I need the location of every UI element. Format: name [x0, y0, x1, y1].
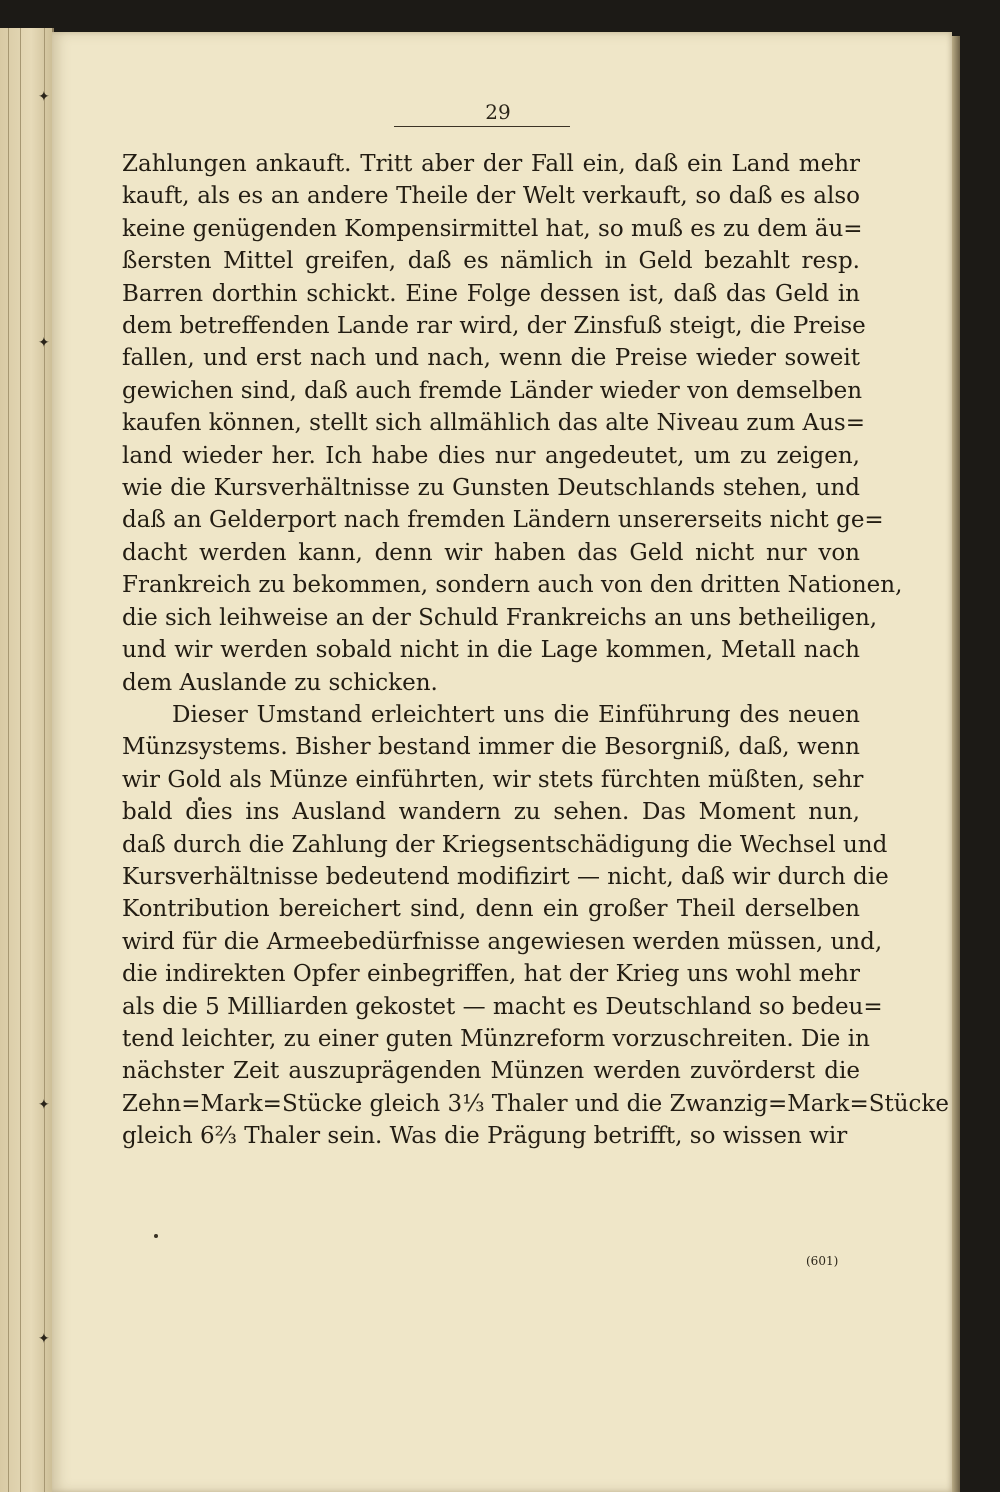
text-line: wir Gold als Münze einführten, wir stets fürchten müßten, sehr [122, 766, 864, 793]
text-line: daß durch die Zahlung der Kriegsentschädigung die Wechsel und [122, 831, 888, 858]
page-right-edge [952, 36, 960, 1492]
text-line: keine genügenden Kompensirmittel hat, so muß es zu dem äu= [122, 215, 863, 242]
text-line: die sich leihweise an der Schuld Frankreichs an uns betheiligen, [122, 604, 878, 631]
text-line: Münzsystems. Bisher bestand immer die Besorgniß, daß, wenn [122, 734, 860, 761]
stitch-mark: ✦ [38, 1331, 50, 1347]
ink-speck [154, 1234, 158, 1238]
text-line: tend leichter, zu einer guten Münzreform vorzuschreiten. Die in [122, 1025, 870, 1052]
body-text [122, 148, 949, 1153]
paragraph-1 [122, 148, 903, 699]
text-line: dacht werden kann, denn wir haben das Geld nicht nur von [122, 539, 860, 566]
text-line: kauft, als es an andere Theile der Welt verkauft, so daß es also [122, 183, 860, 210]
text-line: wie die Kursverhältnisse zu Gunsten Deutschlands stehen, und [122, 475, 860, 502]
text-line: land wieder her. Ich habe dies nur angedeutet, um zu zeigen, [122, 442, 860, 469]
text-line: Zehn=Mark=Stücke gleich 3⅓ Thaler und die Zwanzig=Mark=Stücke [122, 1090, 949, 1117]
page-edge-line [44, 28, 45, 1492]
text-line: Kontribution bereichert sind, denn ein großer Theil derselben [122, 896, 860, 923]
paragraph-2 [122, 699, 949, 1153]
header-rule [394, 126, 570, 127]
page-edge-line [8, 28, 9, 1492]
text-line: Barren dorthin schickt. Eine Folge dessen ist, daß das Geld in [122, 280, 860, 307]
facing-page-edge [0, 28, 54, 1492]
printer-signature: (601) [806, 1254, 839, 1268]
text-line: nächster Zeit auszuprägenden Münzen werden zuvörderst die [122, 1058, 860, 1085]
page-edge-line [20, 28, 21, 1492]
text-line: Kursverhältnisse bedeutend modifizirt — nicht, daß wir durch die [122, 863, 889, 890]
text-line: kaufen können, stellt sich allmählich das alte Niveau zum Aus= [122, 410, 865, 437]
text-line: fallen, und erst nach und nach, wenn die Preise wieder soweit [122, 345, 860, 372]
text-line: Dieser Umstand erleichtert uns die Einführung des neuen [172, 701, 860, 728]
stitch-mark: ✦ [38, 335, 50, 351]
text-line: dem betreffenden Lande rar wird, der Zinsfuß steigt, die Preise [122, 313, 866, 340]
text-line: daß an Gelderport nach fremden Ländern unsererseits nicht ge= [122, 507, 884, 534]
text-line: ßersten Mittel greifen, daß es nämlich in Geld bezahlt resp. [122, 248, 860, 275]
text-line: bald dies ins Ausland wandern zu sehen. Das Moment nun, [122, 799, 860, 826]
text-line: Frankreich zu bekommen, sondern auch von den dritten Nationen, [122, 572, 903, 599]
stitch-mark: ✦ [38, 1097, 50, 1113]
text-line: dem Auslande zu schicken. [122, 669, 438, 696]
text-line: wird für die Armeebedürfnisse angewiesen werden müssen, und, [122, 928, 883, 955]
text-line: als die 5 Milliarden gekostet — macht es Deutschland so bedeu= [122, 993, 883, 1020]
text-line: und wir werden sobald nicht in die Lage kommen, Metall nach [122, 637, 860, 664]
page-number: 29 [485, 100, 511, 124]
text-line: gleich 6⅔ Thaler sein. Was die Prägung betrifft, so wissen wir [122, 1123, 848, 1150]
text-line: gewichen sind, daß auch fremde Länder wieder von demselben [122, 377, 863, 404]
stitch-mark: ✦ [38, 89, 50, 105]
text-line: die indirekten Opfer einbegriffen, hat der Krieg uns wohl mehr [122, 961, 860, 988]
text-line: Zahlungen ankauft. Tritt aber der Fall ein, daß ein Land mehr [122, 151, 860, 177]
